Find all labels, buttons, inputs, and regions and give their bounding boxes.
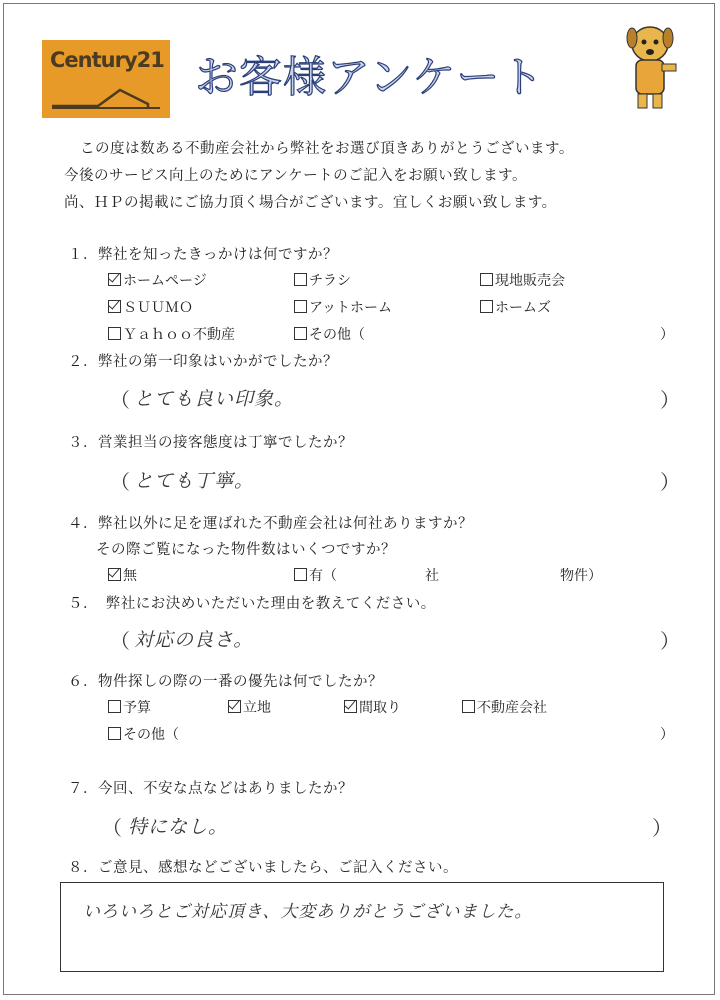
mascot-dog-icon (620, 22, 682, 112)
open-paren: （ (110, 470, 130, 494)
checkbox-icon[interactable] (294, 327, 307, 340)
checkbox-icon[interactable] (480, 273, 493, 286)
open-paren: （ (102, 816, 122, 840)
q6-other-close-paren: ） (660, 727, 674, 743)
checkbox-icon[interactable] (108, 727, 121, 740)
checkbox-icon[interactable] (294, 300, 307, 313)
question-2: ２．弊社の第一印象はいかがでしたか？ (68, 354, 338, 370)
open-paren: （ (110, 629, 130, 653)
q1-option-flyer[interactable]: チラシ (294, 270, 351, 290)
question-5: ５． 弊社にお決めいただいた理由を教えてください。 (68, 596, 436, 612)
q1-option-yahoo[interactable]: Ｙａｈｏｏ不動産 (108, 324, 235, 344)
q4-properties-unit: 物件） (560, 568, 602, 584)
question-1: １．弊社を知ったきっかけは何ですか？ (68, 247, 338, 263)
q6-option-realestate-company[interactable]: 不動産会社 (462, 697, 547, 717)
question-3: ３．営業担当の接客態度は丁寧でしたか？ (68, 435, 353, 451)
q8-handwritten-answer[interactable]: いろいろとご対応頂き、大変ありがとうございました。 (83, 902, 533, 922)
century21-logo (42, 40, 170, 118)
close-paren: ） (660, 470, 680, 494)
open-paren: （ (110, 388, 130, 412)
q1-other-close-paren: ） (660, 327, 674, 343)
close-paren: ） (660, 629, 680, 653)
q1-option-homepage[interactable]: ホームページ (108, 270, 207, 290)
q1-option-homes[interactable]: ホームズ (480, 297, 551, 317)
close-paren: ） (652, 816, 672, 840)
checkbox-icon[interactable] (108, 327, 121, 340)
q5-handwritten-answer[interactable]: 対応の良さ。 (134, 629, 254, 651)
q7-handwritten-answer[interactable]: 特になし。 (128, 816, 229, 838)
q6-option-other[interactable]: その他（ (108, 724, 179, 744)
q4-companies-unit: 社 (425, 568, 439, 584)
logo-text: Century21 (50, 48, 164, 72)
checkbox-checked-icon[interactable] (108, 568, 121, 581)
intro-line-2: 今後のサービス向上のためにアンケートのご記入をお願い致します。 (64, 168, 527, 184)
intro-line-1: この度は数ある不動産会社から弊社をお選び頂きありがとうございます。 (80, 141, 574, 157)
q1-option-other[interactable]: その他（ (294, 324, 365, 344)
checkbox-icon[interactable] (480, 300, 493, 313)
intro-line-3: 尚、ＨＰの掲載にご協力頂く場合がございます。宜しくお願い致します。 (64, 195, 557, 211)
page-title: お客様アンケート (195, 53, 545, 103)
q6-option-budget[interactable]: 予算 (108, 697, 151, 717)
q4-option-yes[interactable]: 有（ (294, 565, 337, 585)
question-4-line-1: ４．弊社以外に足を運ばれた不動産会社は何社ありますか？ (68, 516, 473, 532)
q4-option-none[interactable]: 無 (108, 565, 137, 585)
checkbox-icon[interactable] (294, 273, 307, 286)
q8-answer-box[interactable] (60, 882, 664, 972)
q2-handwritten-answer[interactable]: とても良い印象。 (134, 388, 295, 410)
q3-handwritten-answer[interactable]: とても丁寧。 (134, 470, 255, 492)
checkbox-checked-icon[interactable] (344, 700, 357, 713)
house-roof-icon (48, 84, 164, 110)
checkbox-checked-icon[interactable] (228, 700, 241, 713)
close-paren: ） (660, 388, 680, 412)
question-7: ７．今回、不安な点などはありましたか？ (68, 781, 353, 797)
checkbox-checked-icon[interactable] (108, 273, 121, 286)
question-6: ６．物件探しの際の一番の優先は何でしたか？ (68, 674, 383, 690)
q1-option-athome[interactable]: アットホーム (294, 297, 392, 317)
question-4-line-2: その際ご覧になった物件数はいくつですか？ (96, 542, 396, 558)
q1-option-onsite-sale[interactable]: 現地販売会 (480, 270, 565, 290)
checkbox-checked-icon[interactable] (108, 300, 121, 313)
question-8: ８．ご意見、感想などございましたら、ご記入ください。 (68, 860, 458, 876)
checkbox-icon[interactable] (294, 568, 307, 581)
q1-option-suumo[interactable]: ＳＵＵＭＯ (108, 297, 193, 317)
checkbox-icon[interactable] (108, 700, 121, 713)
q6-option-floorplan[interactable]: 間取り (344, 697, 401, 717)
checkbox-icon[interactable] (462, 700, 475, 713)
q6-option-location[interactable]: 立地 (228, 697, 271, 717)
